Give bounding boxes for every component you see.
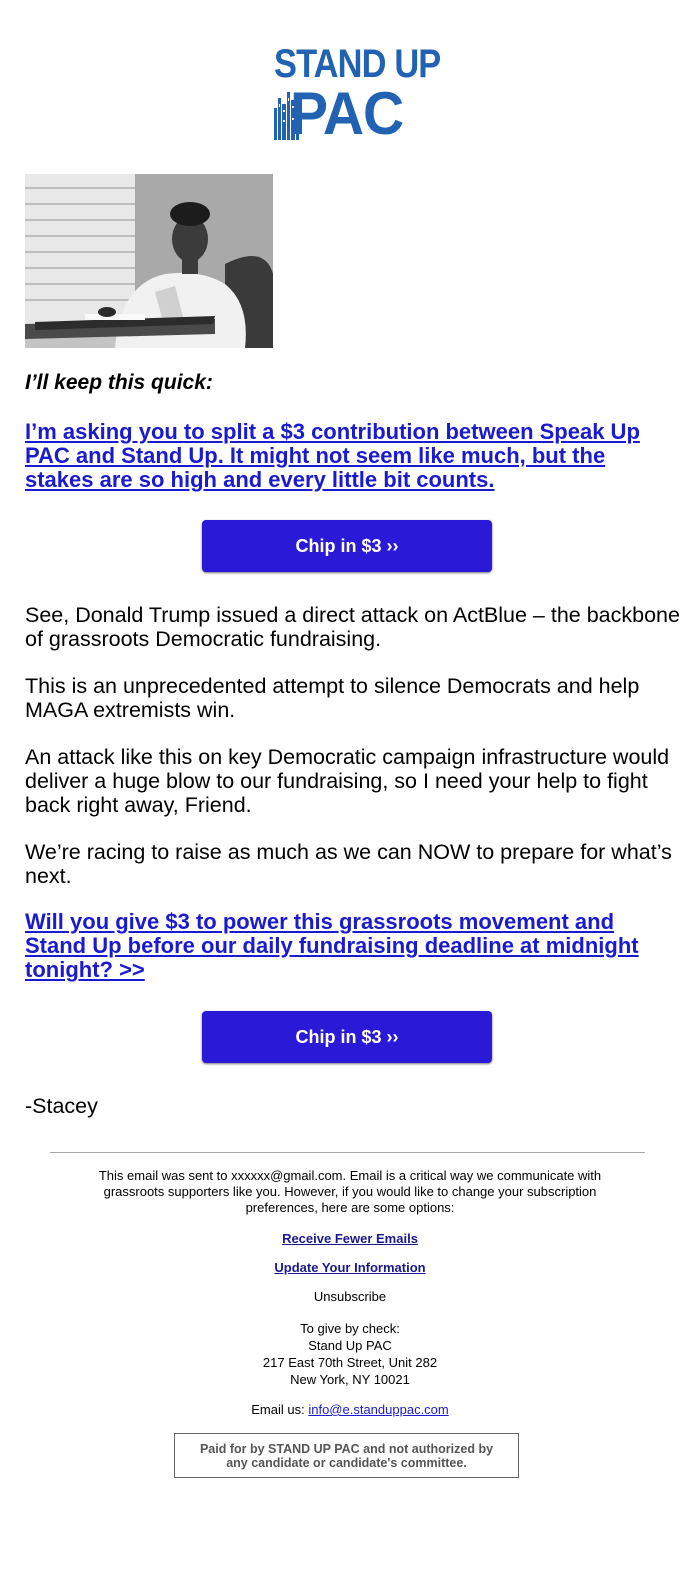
check-heading: To give by check: (300, 1321, 400, 1336)
footer-divider (50, 1152, 645, 1153)
email-label: Email us: (251, 1402, 305, 1417)
check-payee: Stand Up PAC (308, 1338, 392, 1353)
photo-illustration (25, 174, 273, 348)
split-contribution-link[interactable]: I’m asking you to split a $3 contribution between Speak Up PAC and Stand Up. It might not seem like much, but the stakes are so high and every little bit counts. (25, 419, 640, 492)
paragraph-infrastructure: An attack like this on key Democratic campaign infrastructure would deliver a huge blow to our fundraising, so I need your help to fight back right away, Friend. (25, 745, 670, 817)
signature: -Stacey (25, 1094, 98, 1118)
stand-up-pac-logo[interactable] (274, 42, 441, 147)
logo-line-stand-up: STAND UP (274, 42, 441, 86)
footer-notice: This email was sent to xxxxxx@gmail.com. Email is a critical way we communicate with grassroots supporters like you. However, if you would like to change your subscription preferences, here are some options: (98, 1168, 602, 1215)
paragraph-racing: We’re racing to raise as much as we can NOW to prepare for what’s next. (25, 840, 672, 888)
paragraph-silence-democrats: This is an unprecedented attempt to silence Democrats and help MAGA extremists win. (25, 674, 640, 722)
chip-in-button-top[interactable]: Chip in $3 ›› (202, 520, 492, 572)
unsubscribe-link[interactable]: Unsubscribe (313, 1289, 387, 1304)
intro-heading: I’ll keep this quick: (25, 371, 213, 394)
give-three-dollars-link[interactable]: Will you give $3 to power this grassroots movement and Stand Up before our daily fundraising deadline at midnight tonight? >> (25, 909, 639, 982)
check-city: New York, NY 10021 (290, 1372, 410, 1387)
chip-in-button-bottom[interactable]: Chip in $3 ›› (202, 1011, 492, 1063)
paid-for-disclaimer: Paid for by STAND UP PAC and not authorized by any candidate or candidate's committee. (174, 1433, 519, 1478)
check-street: 217 East 70th Street, Unit 282 (262, 1355, 438, 1370)
check-address (0, 1320, 700, 1388)
logo-line-pac: PAC (290, 80, 404, 147)
paragraph-actblue-attack: See, Donald Trump issued a direct attack on ActBlue – the backbone of grassroots Democratic fundraising. (25, 603, 680, 651)
contact-email (0, 1402, 700, 1417)
update-information-link[interactable]: Update Your Information (274, 1260, 426, 1275)
stacey-photo (25, 174, 273, 348)
email-address-link[interactable]: info@e.standuppac.com (308, 1402, 449, 1417)
receive-fewer-emails-link[interactable]: Receive Fewer Emails (282, 1231, 418, 1246)
